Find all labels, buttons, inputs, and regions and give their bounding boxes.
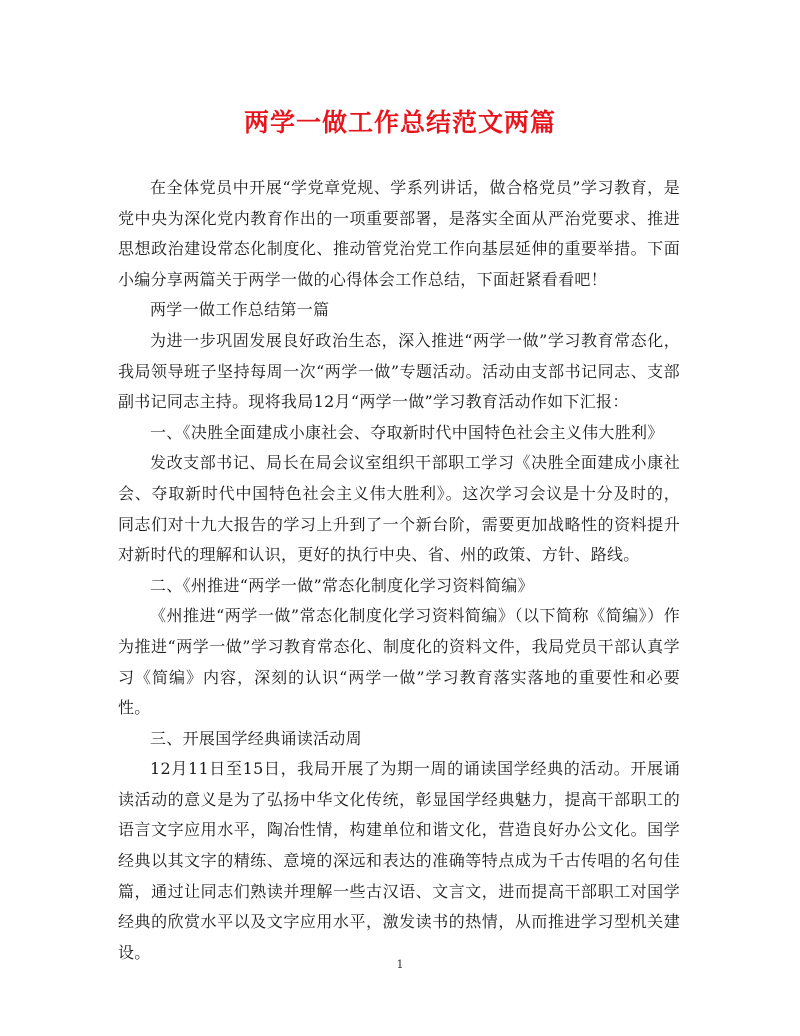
paragraph: 《州推进“两学一做”常态化制度化学习资料简编》（以下简称《简编》）作为推进“两学一做”学习教育常态化、制度化的资料文件，我局党员干部认真学习《简编》内容，深刻的认识“两学一做”学习教育落实落地的重要性和必要性。 — [118, 606, 680, 718]
document-body — [118, 173, 680, 968]
item-heading-2: 二、《州推进“两学一做”常态化制度化学习资料简编》 — [150, 575, 534, 595]
paragraph: 发改支部书记、局长在局会议室组织干部职工学习《决胜全面建成小康社会、夺取新时代中国特色社会主义伟大胜利》。这次学习会议是十分及时的，同志们对十九大报告的学习上升到了一个新台阶，需要更加战略性的资料提升对新时代的理解和认识，更好的执行中央、省、州的政策、方针、路线。 — [118, 453, 680, 565]
paragraph: 为进一步巩固发展良好政治生态，深入推进“两学一做”学习教育常态化，我局领导班子坚持每周一次“两学一做”专题活动。活动由支部书记同志、支部副书记同志主持。现将我局12月“两学一做”学习教育活动作如下汇报： — [118, 330, 680, 412]
document-title: 两学一做工作总结范文两篇 — [243, 108, 556, 137]
page-number: 1 — [396, 958, 404, 971]
intro-paragraph: 在全体党员中开展“学党章党规、学系列讲话，做合格党员”学习教育，是党中央为深化党内教育作出的一项重要部署，是落实全面从严治党要求、推进思想政治建设常态化制度化、推动管党治党工作向基层延伸的重要举措。下面小编分享两篇关于两学一做的心得体会工作总结，下面赶紧看看吧！ — [118, 178, 680, 289]
section-heading-first-article: 两学一做工作总结第一篇 — [150, 300, 330, 320]
item-heading-3: 三、开展国学经典诵读活动周 — [150, 728, 362, 748]
paragraph: 12月11日至15日，我局开展了为期一周的诵读国学经典的活动。开展诵读活动的意义是为了弘扬中华文化传统，彰显国学经典魅力，提高干部职工的语言文字应用水平，陶冶性情，构建单位和谐文化，营造良好办公文化。国学经典以其文字的精练、意境的深远和表达的准确等特点成为千古传唱的名句佳篇，通过让同志们熟读并理解一些古汉语、文言文，进而提高干部职工对国学经典的欣赏水平以及文字应用水平，激发读书的热情，从而推进学习型机关建设。 — [118, 759, 680, 962]
item-heading-1: 一、《决胜全面建成小康社会、夺取新时代中国特色社会主义伟大胜利》 — [150, 422, 664, 442]
